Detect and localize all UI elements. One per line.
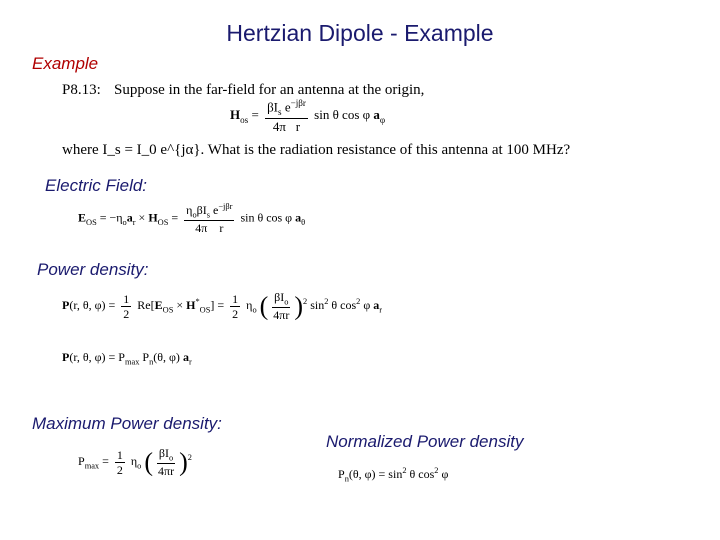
max-power-density-equation: $P_{max}$ = $\frac{1}{2}$ $\eta_o$ ( $\frac{\beta I_o}{4\pi r}$ )$^2$ <box>78 446 192 479</box>
slide-title: Hertzian Dipole - Example <box>226 20 494 46</box>
problem-number: P8.13: <box>62 82 101 98</box>
normalized-power-density-label: Normalized Power density <box>326 432 524 451</box>
example-label: Example <box>32 54 99 73</box>
max-power-density-label: Maximum Power density: <box>32 414 222 433</box>
electric-field-equation: $E_{OS} = -\eta_oa_r \times H_{OS}$ = $\frac{\eta_o\beta I_s e^{-j\beta r}}{\text{4π r}}$ sin θ cos φ $a_\theta$ <box>78 202 306 236</box>
problem-statement <box>62 82 571 162</box>
power-density-label: Power density: <box>37 260 149 279</box>
power-density-compact-equation: P(r, θ, $\varphi) = P_{max}$ $P_n(\theta$, φ) $a_r$ <box>62 350 192 367</box>
problem-text: Suppose in the far-field for an antenna at the origin, <box>114 82 425 98</box>
h-field-equation: $H_{os}$ = $\frac{\beta I_s e^{-j\beta r}}{\text{4π r}}$ sin θ cos φ $a_\varphi$ <box>230 98 386 134</box>
normalized-power-density-equation: $P_n(\theta$, $\varphi) = \sin^2 \theta$ $\cos^2 \varphi$ <box>338 466 449 484</box>
problem-where-line: where I_s = I_0 e^{jα}. What is the radiation resistance of this antenna at 100 MHz? <box>62 142 571 158</box>
electric-field-label: Electric Field: <box>45 176 148 195</box>
power-density-equation: P(r, θ, φ) = $\frac{1}{2}$ $Re[E_{OS} \times H^*_{OS}]$ = $\frac{1}{2}$ $\eta_o$ ( $\frac{\beta I_o}{4\pi r}$ )$^2$ $\sin^2 \theta$ $\cos^2 \varphi$ $a_r$ <box>62 290 383 323</box>
